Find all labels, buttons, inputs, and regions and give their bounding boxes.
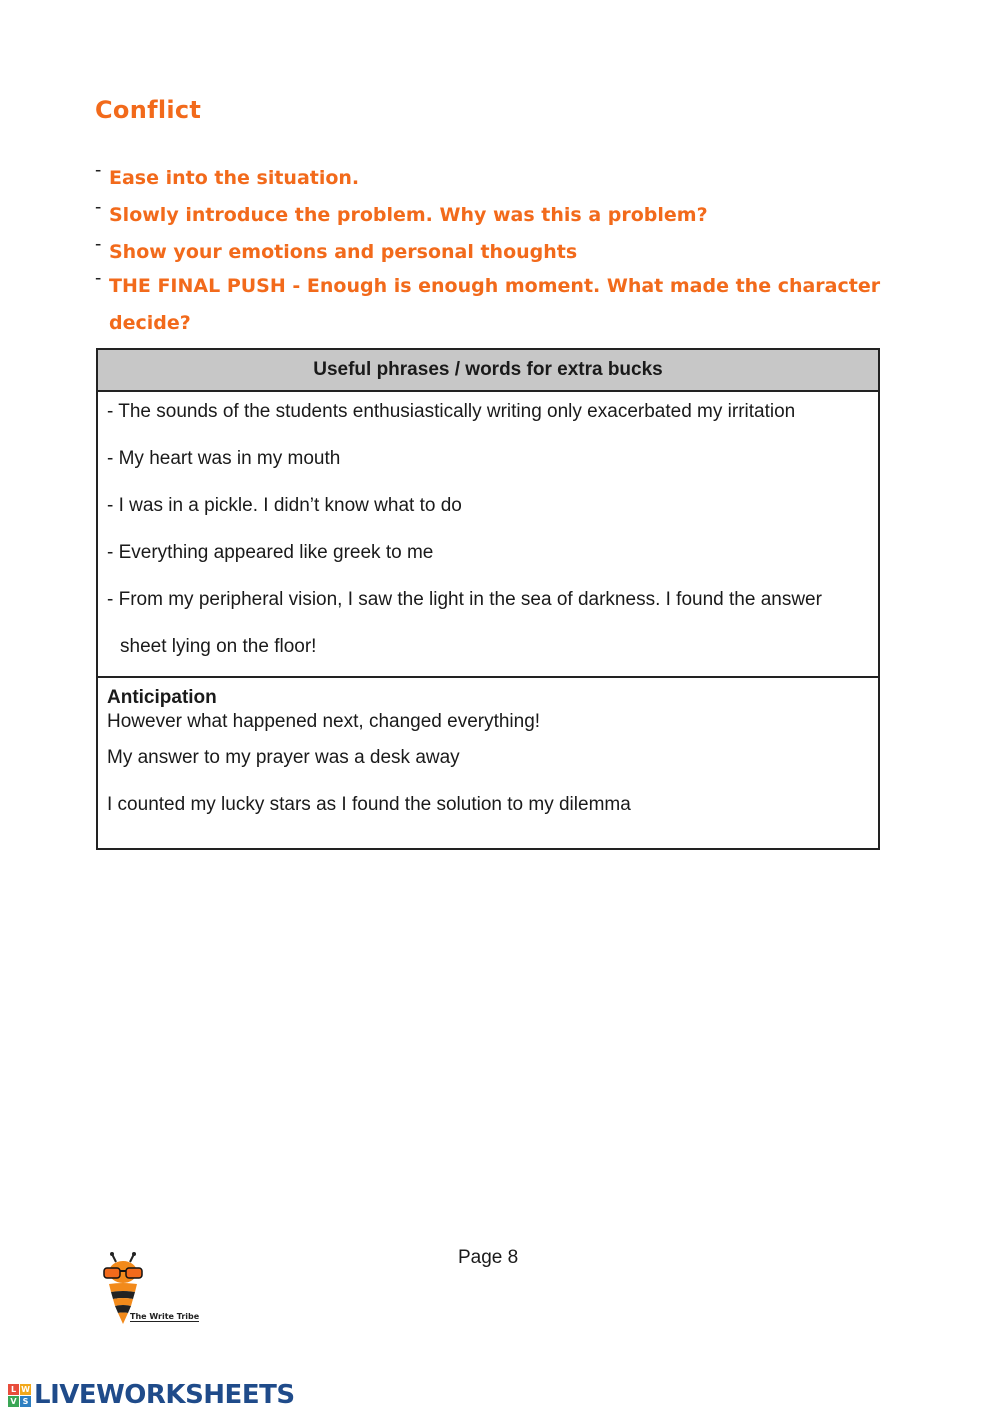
phrases-cell [98,392,878,678]
brand-squares-icon: L W V S [8,1384,31,1407]
bullet-text-continued: decide? [109,312,191,334]
bullet-text: Show your emotions and personal thoughts [109,241,578,263]
anticipation-line: I counted my lucky stars as I found the solution to my dilemma [107,794,631,815]
bullet-item: - Slowly introduce the problem. Why was this a problem? [95,197,708,234]
page-number: Page 8 [458,1247,519,1268]
logo-caption: The Write Tribe [130,1312,200,1321]
phrase-item: - I was in a pickle. I didn’t know what to do [107,495,462,516]
section-title: Conflict [95,96,202,124]
table-header: Useful phrases / words for extra bucks [98,350,878,392]
bullet-item: - Ease into the situation. [95,160,359,197]
bullet-text: Ease into the situation. [109,167,360,189]
phrase-item [107,576,868,670]
phrases-table [96,348,880,850]
bullet-item: - THE FINAL PUSH - Enough is enough moment. What made the character decide? [95,268,881,334]
bullet-text: Slowly introduce the problem. Why was this a problem? [109,204,708,226]
phrase-text: - From my peripheral vision, I saw the light in the sea of darkness. I found the answer [107,589,822,610]
anticipation-cell [98,678,878,848]
bullet-item: - Show your emotions and personal thoughts [95,234,577,271]
brand-text: LIVEWORKSHEETS [34,1380,295,1410]
phrase-item: - My heart was in my mouth [107,448,341,469]
anticipation-line: My answer to my prayer was a desk away [107,747,460,768]
phrase-text-continued: sheet lying on the floor! [120,636,317,657]
anticipation-line: However what happened next, changed everything! [107,711,541,732]
phrase-item: - Everything appeared like greek to me [107,542,434,563]
bullet-text: THE FINAL PUSH - Enough is enough moment. What made the character [109,275,881,297]
liveworksheets-brand[interactable] [8,1380,295,1410]
phrase-item: - The sounds of the students enthusiastically writing only exacerbated my irritation [107,401,796,422]
anticipation-title: Anticipation [107,687,217,708]
